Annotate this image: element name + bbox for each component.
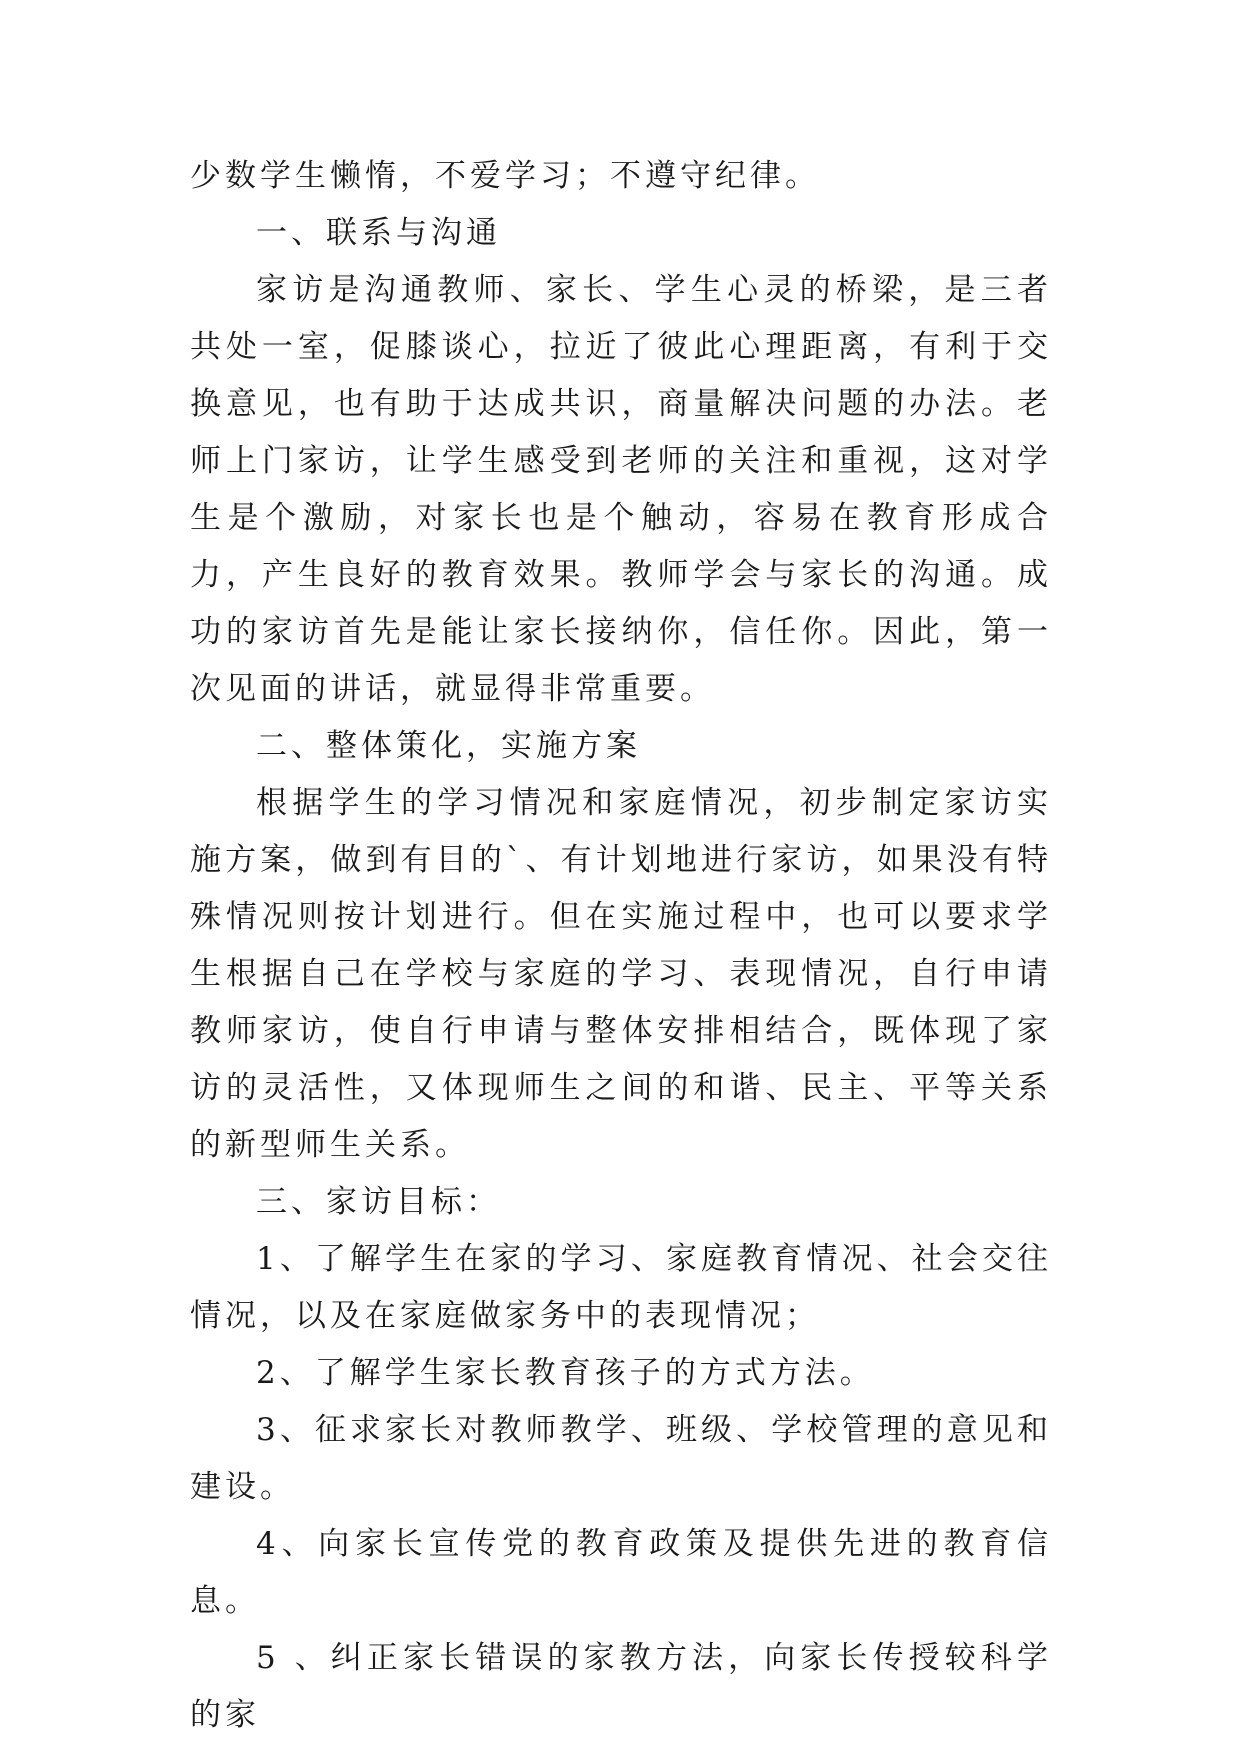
section-heading-plan: 二、整体策化，实施方案 [256, 728, 641, 764]
paragraph-home-visit-bridge: 家访是沟通教师、家长、学生心灵的桥梁，是三者共处一室，促膝谈心，拉近了彼此心理距离，有利于交换意见，也有助于达成共识，商量解决问题的办法。老师上门家访，让学生感受到老师的关注和重视，这对学生是个激励，对家长也是个触动，容易在教育形成合力，产生良好的教育效果。教师学会与家长的沟通。成功的家访首先是能让家长接纳你，信任你。因此，第一次见面的讲话，就显得非常重要。 [190, 272, 1052, 707]
goal-item-3: 3、征求家长对教师教学、班级、学校管理的意见和建设。 [190, 1412, 1052, 1505]
goal-item-5: 5 、纠正家长错误的家教方法，向家长传授较科学的家 [190, 1640, 1052, 1733]
goal-item-1: 1、了解学生在家的学习、家庭教育情况、社会交往情况，以及在家庭做家务中的表现情况； [190, 1241, 1052, 1334]
section-heading-contact: 一、联系与沟通 [256, 215, 501, 251]
document-page [190, 148, 1052, 1744]
section-heading-goals: 三、家访目标： [256, 1184, 501, 1220]
goal-item-2: 2、了解学生家长教育孩子的方式方法。 [256, 1355, 875, 1391]
paragraph-continuation: 少数学生懒惰，不爱学习；不遵守纪律。 [190, 158, 820, 194]
goal-item-4: 4、向家长宣传党的教育政策及提供先进的教育信息。 [190, 1526, 1052, 1619]
paragraph-implementation-plan: 根据学生的学习情况和家庭情况，初步制定家访实施方案，做到有目的`、有计划地进行家访，如果没有特殊情况则按计划进行。但在实施过程中，也可以要求学生根据自己在学校与家庭的学习、表现情况，自行申请教师家访，使自行申请与整体安排相结合，既体现了家访的灵活性，又体现师生之间的和谐、民主、平等关系的新型师生关系。 [190, 785, 1052, 1163]
